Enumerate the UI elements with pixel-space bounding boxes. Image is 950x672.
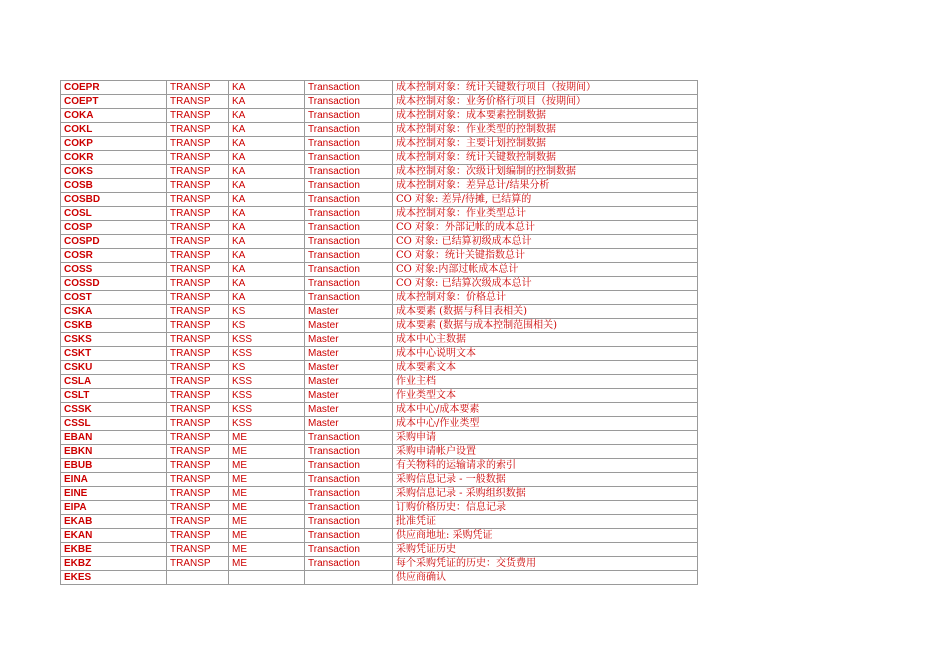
table-name-cell: CSLA (61, 375, 167, 389)
table-row (61, 109, 698, 123)
description-cell: 成本要素文本 (393, 361, 698, 375)
area-cell: KSS (229, 389, 305, 403)
table-row (61, 473, 698, 487)
description-cell: CO 对象：外部记帐的成本总计 (393, 221, 698, 235)
area-cell: ME (229, 543, 305, 557)
description-cell: 采购凭证历史 (393, 543, 698, 557)
delivery-class-cell: TRANSP (167, 193, 229, 207)
table-name-cell: EKBE (61, 543, 167, 557)
area-cell: ME (229, 431, 305, 445)
table-row (61, 137, 698, 151)
table-row (61, 291, 698, 305)
table-name-cell: COKL (61, 123, 167, 137)
category-cell: Transaction (305, 109, 393, 123)
category-cell: Transaction (305, 221, 393, 235)
description-cell: 成本控制对象：统计关键数行项目（按期间） (393, 81, 698, 95)
description-cell: 成本中心/作业类型 (393, 417, 698, 431)
area-cell: ME (229, 515, 305, 529)
description-cell: 成本控制对象：作业类型总计 (393, 207, 698, 221)
area-cell: KA (229, 235, 305, 249)
category-cell: Transaction (305, 151, 393, 165)
table-name-cell: EBAN (61, 431, 167, 445)
description-cell: 成本控制对象：次级计划编制的控制数据 (393, 165, 698, 179)
description-cell: CO 对象: 已结算初级成本总计 (393, 235, 698, 249)
table-name-cell: COKP (61, 137, 167, 151)
table-name-cell: EKAN (61, 529, 167, 543)
area-cell: KA (229, 207, 305, 221)
category-cell: Transaction (305, 165, 393, 179)
category-cell: Transaction (305, 501, 393, 515)
table-name-cell: EBKN (61, 445, 167, 459)
table-row (61, 529, 698, 543)
category-cell: Transaction (305, 179, 393, 193)
delivery-class-cell: TRANSP (167, 81, 229, 95)
description-cell: 成本要素 (数据与科目表相关) (393, 305, 698, 319)
area-cell: KS (229, 319, 305, 333)
area-cell: KA (229, 109, 305, 123)
table-name-cell: COEPR (61, 81, 167, 95)
category-cell: Transaction (305, 557, 393, 571)
table-name-cell: COKA (61, 109, 167, 123)
delivery-class-cell (167, 571, 229, 585)
table-name-cell: COSPD (61, 235, 167, 249)
delivery-class-cell: TRANSP (167, 445, 229, 459)
category-cell: Master (305, 389, 393, 403)
category-cell: Transaction (305, 235, 393, 249)
category-cell: Transaction (305, 207, 393, 221)
description-cell: CO 对象: 已结算次级成本总计 (393, 277, 698, 291)
area-cell: ME (229, 445, 305, 459)
delivery-class-cell: TRANSP (167, 221, 229, 235)
table-name-cell: CSSL (61, 417, 167, 431)
table-name-cell: CSSK (61, 403, 167, 417)
description-cell: 采购信息记录 - 一般数据 (393, 473, 698, 487)
description-cell: 成本中心主数据 (393, 333, 698, 347)
table-name-cell: EINA (61, 473, 167, 487)
delivery-class-cell: TRANSP (167, 305, 229, 319)
category-cell: Master (305, 403, 393, 417)
category-cell: Master (305, 305, 393, 319)
description-cell: 每个采购凭证的历史：交货费用 (393, 557, 698, 571)
area-cell: ME (229, 557, 305, 571)
area-cell: ME (229, 529, 305, 543)
area-cell: KA (229, 151, 305, 165)
table-name-cell: CSKT (61, 347, 167, 361)
area-cell: KSS (229, 333, 305, 347)
category-cell: Master (305, 333, 393, 347)
category-cell: Transaction (305, 473, 393, 487)
description-cell: 成本要素 (数据与成本控制范围相关) (393, 319, 698, 333)
delivery-class-cell: TRANSP (167, 277, 229, 291)
table-name-cell: COSS (61, 263, 167, 277)
table-row (61, 151, 698, 165)
area-cell: KSS (229, 403, 305, 417)
table-row (61, 403, 698, 417)
table-name-cell: CSLT (61, 389, 167, 403)
category-cell: Master (305, 375, 393, 389)
table-row (61, 333, 698, 347)
area-cell: KA (229, 193, 305, 207)
delivery-class-cell: TRANSP (167, 235, 229, 249)
table-row (61, 305, 698, 319)
table-row (61, 123, 698, 137)
category-cell: Transaction (305, 529, 393, 543)
table-name-cell: CSKU (61, 361, 167, 375)
table-row (61, 361, 698, 375)
delivery-class-cell: TRANSP (167, 347, 229, 361)
description-cell: 有关物料的运输请求的索引 (393, 459, 698, 473)
delivery-class-cell: TRANSP (167, 487, 229, 501)
delivery-class-cell: TRANSP (167, 95, 229, 109)
area-cell: ME (229, 501, 305, 515)
area-cell: KA (229, 249, 305, 263)
category-cell: Transaction (305, 193, 393, 207)
delivery-class-cell: TRANSP (167, 459, 229, 473)
table-row (61, 263, 698, 277)
delivery-class-cell: TRANSP (167, 333, 229, 347)
delivery-class-cell: TRANSP (167, 473, 229, 487)
area-cell: KA (229, 123, 305, 137)
description-cell: 作业主档 (393, 375, 698, 389)
area-cell: KA (229, 137, 305, 151)
table-row (61, 193, 698, 207)
table-row (61, 207, 698, 221)
description-cell: 成本控制对象：主要计划控制数据 (393, 137, 698, 151)
area-cell: KA (229, 263, 305, 277)
delivery-class-cell: TRANSP (167, 165, 229, 179)
description-cell: 成本控制对象：价格总计 (393, 291, 698, 305)
category-cell: Transaction (305, 487, 393, 501)
table-row (61, 571, 698, 585)
description-cell: 供应商确认 (393, 571, 698, 585)
area-cell: KS (229, 305, 305, 319)
table-name-cell: EIPA (61, 501, 167, 515)
table-name-cell: CSKA (61, 305, 167, 319)
table-row (61, 389, 698, 403)
delivery-class-cell: TRANSP (167, 431, 229, 445)
category-cell: Transaction (305, 459, 393, 473)
table-row (61, 179, 698, 193)
table-name-cell: EINE (61, 487, 167, 501)
table-name-cell: COSB (61, 179, 167, 193)
category-cell: Transaction (305, 249, 393, 263)
description-cell: 成本控制对象：差异总计/结果分析 (393, 179, 698, 193)
category-cell: Transaction (305, 95, 393, 109)
table-row (61, 95, 698, 109)
delivery-class-cell: TRANSP (167, 417, 229, 431)
delivery-class-cell: TRANSP (167, 291, 229, 305)
table-name-cell: CSKS (61, 333, 167, 347)
category-cell: Master (305, 347, 393, 361)
delivery-class-cell: TRANSP (167, 515, 229, 529)
table-row (61, 431, 698, 445)
category-cell: Transaction (305, 431, 393, 445)
table-row (61, 249, 698, 263)
table-name-cell: COSR (61, 249, 167, 263)
area-cell: KSS (229, 417, 305, 431)
area-cell: ME (229, 473, 305, 487)
table-row (61, 277, 698, 291)
delivery-class-cell: TRANSP (167, 263, 229, 277)
description-cell: CO 对象：统计关键指数总计 (393, 249, 698, 263)
description-cell: 作业类型文本 (393, 389, 698, 403)
table-row (61, 221, 698, 235)
category-cell: Transaction (305, 137, 393, 151)
delivery-class-cell: TRANSP (167, 151, 229, 165)
description-cell: 成本中心/成本要素 (393, 403, 698, 417)
table-row (61, 165, 698, 179)
table-row (61, 235, 698, 249)
area-cell: KA (229, 81, 305, 95)
table-name-cell: COEPT (61, 95, 167, 109)
area-cell: KA (229, 95, 305, 109)
delivery-class-cell: TRANSP (167, 361, 229, 375)
area-cell: KS (229, 361, 305, 375)
delivery-class-cell: TRANSP (167, 207, 229, 221)
table-row (61, 445, 698, 459)
table-name-cell: COKS (61, 165, 167, 179)
category-cell: Transaction (305, 277, 393, 291)
category-cell: Transaction (305, 515, 393, 529)
description-cell: 成本控制对象：业务价格行项目（按期间） (393, 95, 698, 109)
category-cell: Transaction (305, 81, 393, 95)
table-name-cell: COKR (61, 151, 167, 165)
delivery-class-cell: TRANSP (167, 501, 229, 515)
area-cell: ME (229, 459, 305, 473)
description-cell: 成本控制对象：作业类型的控制数据 (393, 123, 698, 137)
table-row (61, 81, 698, 95)
table-row (61, 543, 698, 557)
category-cell: Transaction (305, 445, 393, 459)
table-row (61, 515, 698, 529)
table-name-cell: COST (61, 291, 167, 305)
category-cell: Transaction (305, 263, 393, 277)
category-cell (305, 571, 393, 585)
delivery-class-cell: TRANSP (167, 529, 229, 543)
category-cell: Transaction (305, 543, 393, 557)
delivery-class-cell: TRANSP (167, 319, 229, 333)
category-cell: Master (305, 417, 393, 431)
area-cell: KA (229, 221, 305, 235)
description-cell: CO 对象: 差异/待摊, 已结算的 (393, 193, 698, 207)
delivery-class-cell: TRANSP (167, 123, 229, 137)
description-cell: 供应商地址: 采购凭证 (393, 529, 698, 543)
description-cell: 批准凭证 (393, 515, 698, 529)
table-row (61, 375, 698, 389)
table-name-cell: EKBZ (61, 557, 167, 571)
delivery-class-cell: TRANSP (167, 389, 229, 403)
area-cell: ME (229, 487, 305, 501)
table-name-cell: COSBD (61, 193, 167, 207)
table-row (61, 459, 698, 473)
description-cell: 采购申请 (393, 431, 698, 445)
description-cell: 采购信息记录 - 采购组织数据 (393, 487, 698, 501)
table-name-cell: EKES (61, 571, 167, 585)
table-name-cell: COSP (61, 221, 167, 235)
sap-table-list (60, 80, 698, 585)
area-cell: KA (229, 165, 305, 179)
description-cell: CO 对象:内部过帐成本总计 (393, 263, 698, 277)
description-cell: 订购价格历史：信息记录 (393, 501, 698, 515)
table-row (61, 319, 698, 333)
category-cell: Transaction (305, 291, 393, 305)
area-cell (229, 571, 305, 585)
description-cell: 成本控制对象：成本要素控制数据 (393, 109, 698, 123)
table-row (61, 487, 698, 501)
table-name-cell: EBUB (61, 459, 167, 473)
delivery-class-cell: TRANSP (167, 249, 229, 263)
delivery-class-cell: TRANSP (167, 375, 229, 389)
table-row (61, 347, 698, 361)
category-cell: Transaction (305, 123, 393, 137)
area-cell: KSS (229, 375, 305, 389)
delivery-class-cell: TRANSP (167, 543, 229, 557)
area-cell: KA (229, 291, 305, 305)
table-name-cell: CSKB (61, 319, 167, 333)
delivery-class-cell: TRANSP (167, 403, 229, 417)
table-name-cell: COSSD (61, 277, 167, 291)
table-body (61, 81, 698, 585)
table-name-cell: COSL (61, 207, 167, 221)
description-cell: 成本中心说明文本 (393, 347, 698, 361)
area-cell: KA (229, 179, 305, 193)
description-cell: 采购申请帐户设置 (393, 445, 698, 459)
category-cell: Master (305, 361, 393, 375)
description-cell: 成本控制对象：统计关键数控制数据 (393, 151, 698, 165)
table-row (61, 501, 698, 515)
table-name-cell: EKAB (61, 515, 167, 529)
delivery-class-cell: TRANSP (167, 137, 229, 151)
delivery-class-cell: TRANSP (167, 557, 229, 571)
table-row (61, 417, 698, 431)
table-row (61, 557, 698, 571)
category-cell: Master (305, 319, 393, 333)
delivery-class-cell: TRANSP (167, 109, 229, 123)
area-cell: KA (229, 277, 305, 291)
area-cell: KSS (229, 347, 305, 361)
delivery-class-cell: TRANSP (167, 179, 229, 193)
